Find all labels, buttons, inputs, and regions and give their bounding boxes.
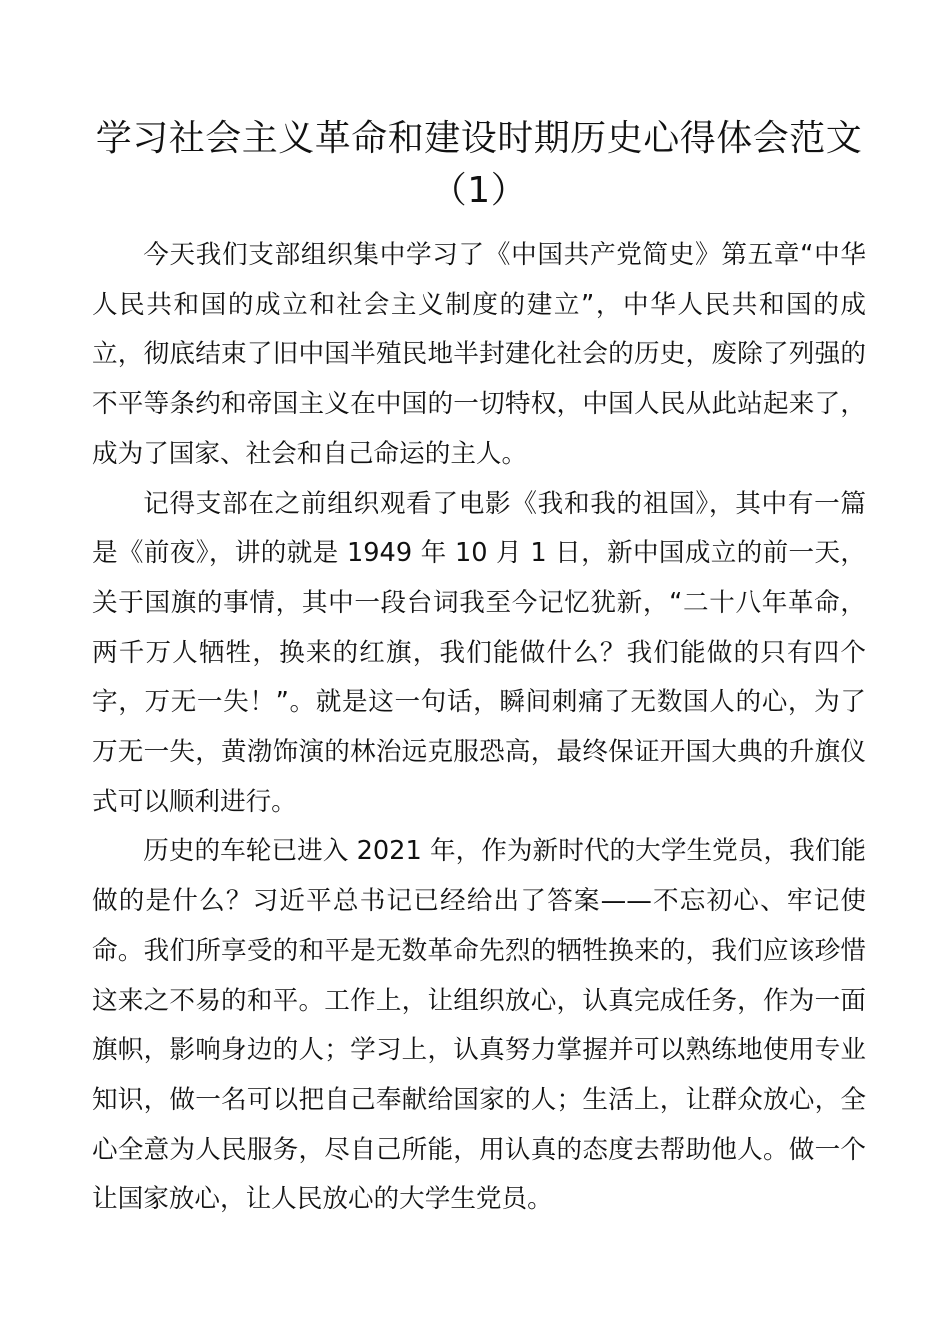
title-line-2: （1） — [430, 170, 528, 211]
document-body — [92, 231, 866, 1225]
paragraph-1: 今天我们支部组织集中学习了《中国共产党简史》第五章“中华人民共和国的成立和社会主义制度的建立”，中华人民共和国的成立，彻底结束了旧中国半殖民地半封建化社会的历史，废除了列强的不平等条约和帝国主义在中国的一切特权，中国人民从此站起来了，成为了国家、社会和自己命运的主人。 — [92, 240, 866, 469]
paragraph-3: 历史的车轮已进入 2021 年，作为新时代的大学生党员，我们能做的是什么？习近平总书记已经给出了答案——不忘初心、牢记使命。我们所享受的和平是无数革命先烈的牺牲换来的，我们应该珍惜这来之不易的和平。工作上，让组织放心，认真完成任务，作为一面旗帜，影响身边的人；学习上，认真努力掌握并可以熟练地使用专业知识，做一名可以把自己奉献给国家的人；生活上，让群众放心，全心全意为人民服务，尽自己所能，用认真的态度去帮助他人。做一个让国家放心，让人民放心的大学生党员。 — [92, 836, 866, 1215]
title-line-1: 学习社会主义革命和建设时期历史心得体会范文 — [95, 118, 863, 159]
document-title — [92, 113, 866, 217]
paragraph-2: 记得支部在之前组织观看了电影《我和我的祖国》，其中有一篇是《前夜》，讲的就是 1949 年 10 月 1 日，新中国成立的前一天，关于国旗的事情，其中一段台词我至今记忆犹新，“二十八年革命，两千万人牺牲，换来的红旗，我们能做什么？我们能做的只有四个字，万无一失！”。就是这一句话，瞬间刺痛了无数国人的心，为了万无一失，黄渤饰演的林治远克服恐高，最终保证开国大典的升旗仪式可以顺利进行。 — [92, 488, 866, 817]
